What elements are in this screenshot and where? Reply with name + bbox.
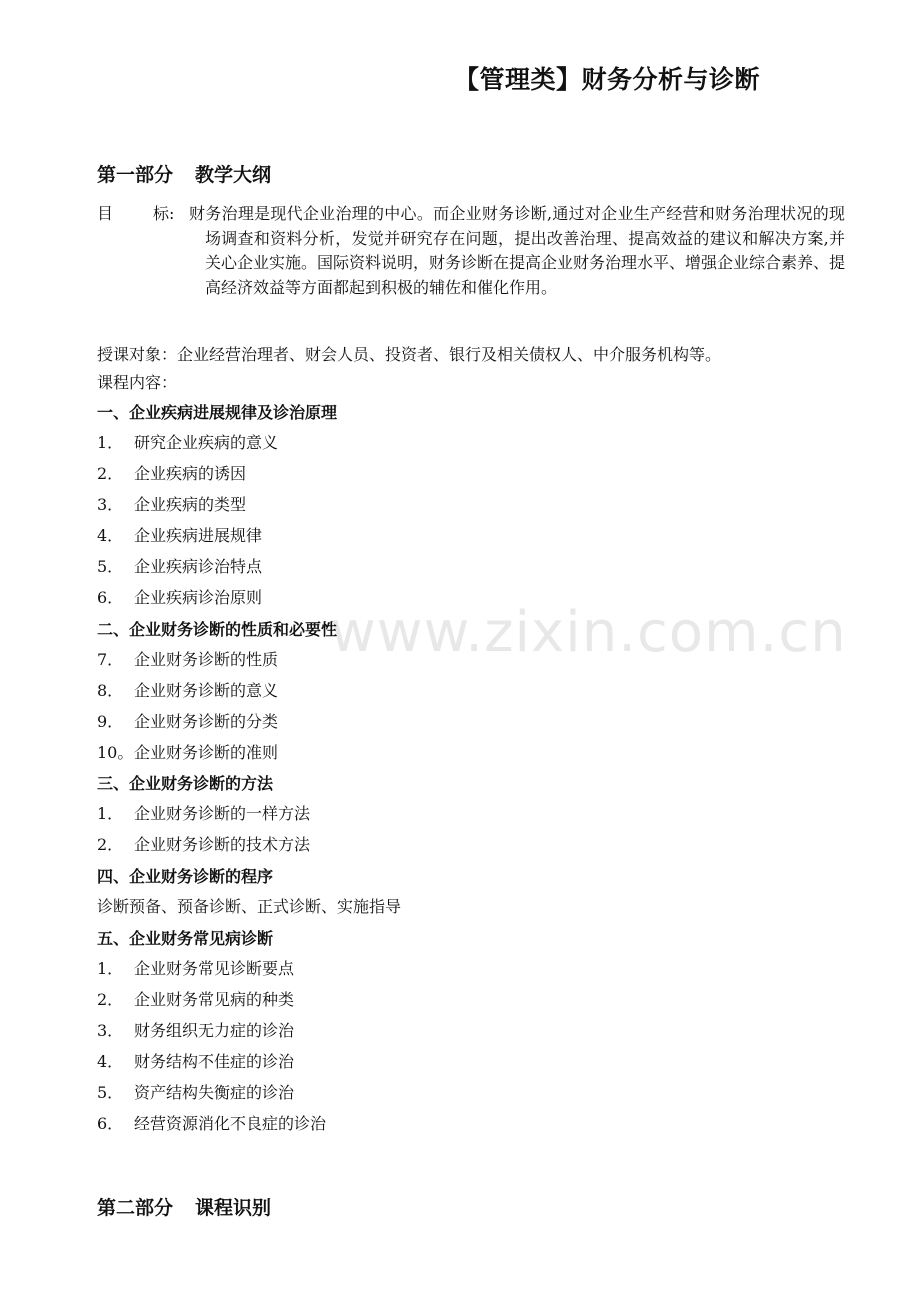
list-item: 1． 研究企业疾病的意义 (97, 433, 279, 452)
list-item: 3． 企业疾病的类型 (97, 495, 247, 514)
list-item: 2． 企业疾病的诱因 (97, 464, 247, 483)
goal-text: 财务治理是现代企业治理的中心。而企业财务诊断,通过对企业生产经营和财务治理状况的现场调查和资料分析，发觉并研究存在问题，提出改善治理、提高效益的建议和解决方案,并关心企业实施。国际资料说明，财务诊断在提高企业财务治理水平、增强企业综合素养、提高经济效益等方面都起到积极的辅佐和催化作用。 (189, 204, 846, 297)
list-item: 6． 经营资源消化不良症的诊治 (97, 1114, 327, 1133)
section-heading: 三、企业财务诊断的方法 (97, 774, 274, 793)
list-item: 9． 企业财务诊断的分类 (97, 712, 279, 731)
part2-title: 课程识别 (195, 1197, 272, 1219)
section-heading: 一、企业疾病进展规律及诊治原理 (97, 403, 338, 422)
part1-label: 第一部分 (97, 164, 174, 186)
part1-title: 教学大纲 (195, 164, 272, 186)
list-item: 4． 财务结构不佳症的诊治 (97, 1052, 295, 1071)
list-item: 2． 企业财务常见病的种类 (97, 990, 295, 1009)
list-item: 4． 企业疾病进展规律 (97, 526, 263, 545)
goal-block (97, 202, 846, 300)
list-item: 5． 资产结构失衡症的诊治 (97, 1083, 295, 1102)
content-label: 课程内容： (97, 373, 178, 392)
list-item: 5． 企业疾病诊治特点 (97, 557, 263, 576)
list-item: 1． 企业财务常见诊断要点 (97, 959, 295, 978)
list-item: 6． 企业疾病诊治原则 (97, 588, 263, 607)
goal-label: 目 标: (97, 204, 175, 223)
section-heading: 四、企业财务诊断的程序 (97, 867, 274, 886)
list-item: 2． 企业财务诊断的技术方法 (97, 835, 311, 854)
section-heading: 二、企业财务诊断的性质和必要性 (97, 620, 338, 639)
part2-label: 第二部分 (97, 1197, 174, 1219)
procedure-line: 诊断预备、预备诊断、正式诊断、实施指导 (97, 897, 402, 916)
list-item: 7． 企业财务诊断的性质 (97, 650, 279, 669)
watermark: www.zixin.com.cn (330, 600, 847, 665)
part2-heading (97, 1193, 271, 1220)
list-item: 3． 财务组织无力症的诊治 (97, 1021, 295, 1040)
list-item: 8． 企业财务诊断的意义 (97, 681, 279, 700)
list-item: 10。企业财务诊断的准则 (97, 743, 279, 762)
section-heading: 五、企业财务常见病诊断 (97, 929, 274, 948)
list-item: 1． 企业财务诊断的一样方法 (97, 804, 311, 823)
document-title: 【管理类】财务分析与诊断 (454, 65, 761, 94)
part1-heading (97, 160, 271, 187)
audience-line: 授课对象：企业经营治理者、财会人员、投资者、银行及相关债权人、中介服务机构等。 (97, 345, 722, 364)
